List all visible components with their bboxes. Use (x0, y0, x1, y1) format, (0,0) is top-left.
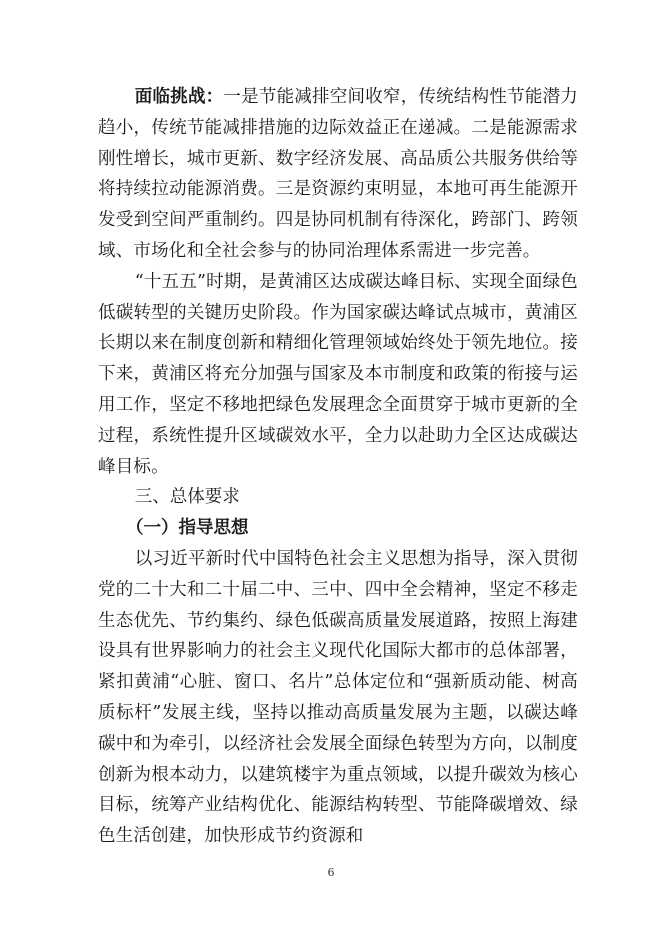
subsection-heading: （一）指导思想 (126, 518, 249, 539)
fifteenth-five-year-paragraph: “十五五”时期，是黄浦区达成碳达峰目标、实现全面绿色低碳转型的关键历史阶段。作为国家碳达峰试点城市，黄浦区长期以来在制度创新和精细化管理领域始终处于领先地位。接下来，黄浦区将充分加强与国家及本市制度和政策的衔接与运用工作，坚定不移地把绿色发展理念全面贯穿于城市更新的全过程，系统性提升区域碳效水平，全力以赴助力全区达成碳达峰目标。 (98, 271, 578, 477)
document-body (98, 82, 578, 852)
section-heading: 三、总体要求 (134, 487, 240, 508)
page-number: 6 (327, 866, 335, 879)
challenges-label: 面临挑战： (134, 87, 224, 107)
challenges-text: 一是节能减排空间收窄，传统结构性节能潜力趋小，传统节能减排措施的边际效益正在递减。二是能源需求刚性增长，城市更新、数字经济发展、高品质公共服务供给等将持续拉动能源消费。三是资源约束明显，本地可再生能源开发受到空间严重制约。四是协同机制有待深化，跨部门、跨领域、市场化和全社会参与的协同治理体系需进一步完善。 (98, 87, 578, 261)
guiding-ideology-paragraph: 以习近平新时代中国特色社会主义思想为指导，深入贯彻党的二十大和二十届二中、三中、四中全会精神，坚定不移走生态优先、节约集约、绿色低碳高质量发展道路，按照上海建设具有世界影响力的社会主义现代化国际大都市的总体部署，紧扣黄浦“心脏、窗口、名片”总体定位和“强新质动能、树高质标杆”发展主线，坚持以推动高质量发展为主题，以碳达峰碳中和为牵引，以经济社会发展全面绿色转型为方向，以制度创新为根本动力，以建筑楼宇为重点领域，以提升碳效为核心目标，统筹产业结构优化、能源结构转型、节能降碳增效、绿色生活创建，加快形成节约资源和 (98, 548, 578, 847)
challenges-paragraph (98, 82, 578, 267)
